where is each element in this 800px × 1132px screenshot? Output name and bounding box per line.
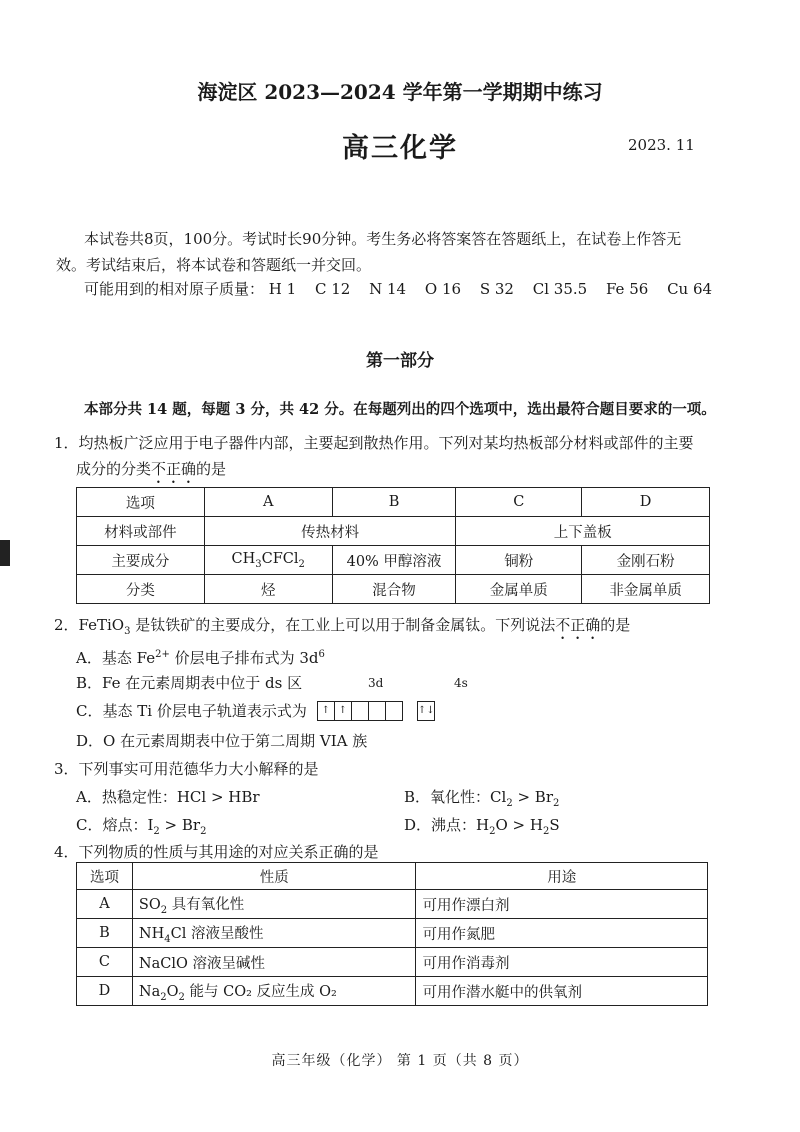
table-row: [77, 919, 708, 948]
q2-stem-text: 2．FeTiO: [54, 616, 125, 634]
orbital-4s-label: 4s: [454, 676, 468, 690]
orbital-box: [352, 702, 369, 720]
orbital-4s-box: [417, 701, 435, 721]
q2-option-c: [76, 700, 435, 722]
table-cell: A: [77, 890, 133, 919]
formula-part: NH: [138, 925, 165, 942]
formula-sub: 2: [553, 798, 560, 809]
q4-table: [76, 862, 708, 1006]
q4-stem: 4．下列物质的性质与其用途的对应关系正确的是: [54, 843, 379, 861]
option-text: B．氧化性：Cl: [404, 788, 507, 806]
mass-item: S 32: [479, 280, 514, 298]
q2-option-b: B．Fe 在元素周期表中位于 ds 区: [76, 674, 303, 692]
table-cell: 40% 甲醇溶液: [332, 546, 456, 575]
formula-sup: 6: [318, 649, 325, 660]
margin-binding-mark: [0, 540, 10, 566]
formula-sub: 2: [200, 826, 207, 837]
formula-part: SO: [138, 896, 161, 913]
subject-title: 高三化学: [342, 133, 458, 164]
q2-stem-text: 是钛铁矿的主要成分，在工业上可以用于制备金属钛。下列说法: [130, 616, 556, 634]
table-cell: 金属单质: [456, 575, 582, 604]
formula-part: 能与 CO₂ 反应生成 O₂: [184, 983, 337, 1000]
table-row: [77, 488, 710, 517]
formula-sub: 2: [160, 904, 168, 916]
table-cell: 混合物: [332, 575, 456, 604]
mass-item: O 16: [424, 280, 462, 298]
table-cell: B: [77, 919, 133, 948]
exam-title: 海淀区 2023—2024 学年第一学期期中练习: [197, 80, 603, 104]
option-text: C．基态 Ti 价层电子轨道表示式为: [76, 702, 307, 720]
table-header-cell: 性质: [132, 863, 416, 890]
formula-sub: 2: [160, 991, 167, 1003]
table-cell: [132, 890, 416, 919]
formula-part: CH: [231, 550, 256, 567]
q1-stem-line2: [76, 458, 226, 487]
table-cell: 选项: [77, 488, 205, 517]
orbital-box: [369, 702, 386, 720]
intro-line-1: 本试卷共8页，100分。考试时长90分钟。考生务必将答案答在答题纸上，在试卷上作答无: [84, 230, 682, 248]
q1-stem-text: 成分的分类: [76, 460, 152, 478]
table-row: [77, 575, 710, 604]
formula-sub: 2: [153, 826, 160, 837]
formula-sup: 2+: [155, 649, 170, 660]
orbital-3d-boxes: [317, 701, 403, 721]
q3-option-d: [404, 814, 560, 843]
orbital-box: ↑: [335, 702, 352, 720]
q1-table: [76, 487, 710, 604]
table-cell: [204, 546, 332, 575]
formula-part: CFCl: [261, 550, 299, 567]
table-row: [77, 890, 708, 919]
formula-part: O: [166, 983, 179, 1000]
table-row: [77, 948, 708, 977]
option-text: > Br: [512, 788, 553, 806]
q1-stem-text: 的是: [196, 460, 227, 478]
table-cell: B: [332, 488, 456, 517]
table-cell: [132, 919, 416, 948]
table-cell: 可用作消毒剂: [416, 948, 708, 977]
page-footer: 高三年级（化学） 第 1 页（共 8 页）: [271, 1053, 529, 1069]
formula-sub: 4: [164, 933, 171, 945]
q3-option-b: [404, 786, 559, 815]
table-cell: 分类: [77, 575, 205, 604]
table-cell: 传热材料: [204, 517, 456, 546]
table-row: [77, 546, 710, 575]
table-row: [77, 863, 708, 890]
mass-item: Fe 56: [605, 280, 649, 298]
mass-item: N 14: [369, 280, 407, 298]
table-row: [77, 517, 710, 546]
table-cell: 铜粉: [456, 546, 582, 575]
q1-emphasis: 不正确: [151, 460, 197, 478]
table-cell: 主要成分: [77, 546, 205, 575]
option-text: D．沸点：H: [404, 816, 490, 834]
formula-part: Cl 溶液呈酸性: [170, 925, 264, 942]
mass-item: Cl 35.5: [532, 280, 588, 298]
q2-emphasis: 不正确: [555, 616, 601, 634]
q3-stem: 3．下列事实可用范德华力大小解释的是: [54, 760, 319, 778]
table-cell: 上下盖板: [456, 517, 710, 546]
atomic-masses: [84, 278, 744, 300]
mass-item: H 1: [268, 280, 297, 298]
exam-date: 2023. 11: [628, 136, 695, 154]
table-cell: 可用作潜水艇中的供氧剂: [416, 977, 708, 1006]
q2-option-a: [76, 644, 325, 669]
formula-sub: 2: [178, 991, 185, 1003]
table-cell: C: [77, 948, 133, 977]
formula-sub: 2: [489, 826, 496, 837]
table-header-cell: 用途: [416, 863, 708, 890]
orbital-box: ↑↓: [417, 705, 435, 716]
formula-part: Na: [138, 983, 161, 1000]
formula-sub: 2: [542, 826, 550, 837]
q2-stem: [54, 614, 754, 643]
formula-sub: 3: [255, 558, 262, 570]
q3-option-a: A．热稳定性：HCl > HBr: [76, 788, 260, 806]
orbital-3d-label: 3d: [368, 676, 384, 690]
table-cell: 可用作漂白剂: [416, 890, 708, 919]
table-cell: 烃: [204, 575, 332, 604]
formula-sub: 3: [124, 626, 131, 637]
formula-sub: 2: [506, 798, 513, 809]
intro-line-2: 效。考试结束后，将本试卷和答题纸一并交回。: [56, 256, 372, 274]
table-cell: 可用作氮肥: [416, 919, 708, 948]
orbital-box: [386, 702, 402, 720]
option-text: S: [549, 816, 560, 834]
part-heading: 第一部分: [366, 351, 434, 371]
formula-sub: 2: [298, 558, 305, 570]
part-instruction: 本部分共 14 题，每题 3 分，共 42 分。在每题列出的四个选项中，选出最符合题目要求的一项。: [84, 401, 716, 418]
table-cell: 金刚石粉: [582, 546, 710, 575]
q1-stem-line1: 1．均热板广泛应用于电子器件内部，主要起到散热作用。下列对某均热板部分材料或部件的主要: [54, 434, 694, 452]
option-text: O > H: [495, 816, 543, 834]
table-cell: 材料或部件: [77, 517, 205, 546]
table-cell: NaClO 溶液呈碱性: [132, 948, 416, 977]
masses-label: 可能用到的相对原子质量：: [84, 280, 265, 298]
mass-item: C 12: [314, 280, 351, 298]
option-text: C．熔点：I: [76, 816, 154, 834]
option-text: A．基态 Fe: [76, 649, 156, 667]
option-text: 价层电子排布式为 3d: [169, 649, 319, 667]
q2-stem-text: 的是: [600, 616, 631, 634]
mass-item: Cu 64: [667, 280, 713, 298]
table-cell: D: [77, 977, 133, 1006]
table-cell: A: [204, 488, 332, 517]
formula-part: 具有氧化性: [167, 896, 245, 913]
table-cell: [132, 977, 416, 1006]
table-row: [77, 977, 708, 1006]
orbital-box: ↑: [318, 702, 335, 720]
q3-option-c: [76, 814, 206, 843]
table-cell: 非金属单质: [582, 575, 710, 604]
q2-option-d: D．O 在元素周期表中位于第二周期 VIA 族: [76, 732, 368, 750]
table-cell: C: [456, 488, 582, 517]
table-header-cell: 选项: [77, 863, 133, 890]
option-text: > Br: [159, 816, 201, 834]
table-cell: D: [582, 488, 710, 517]
